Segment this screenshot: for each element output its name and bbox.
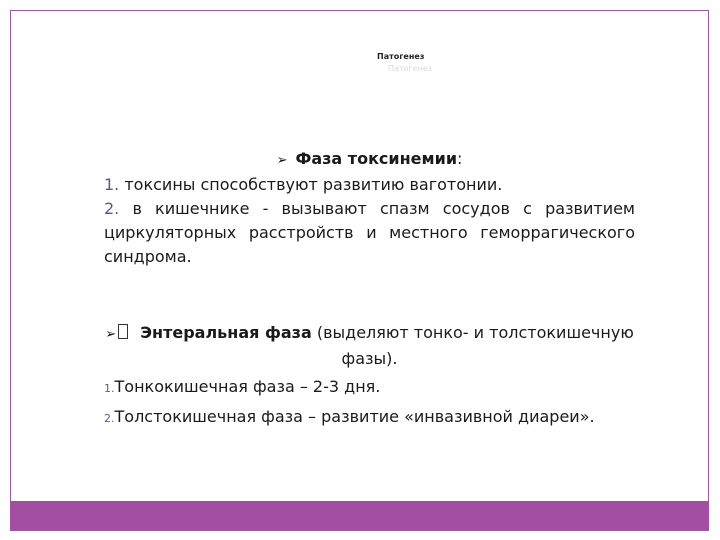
- item-number: 2.: [104, 412, 115, 425]
- slide-title: Патогенез: [377, 52, 425, 61]
- item-text: Толстокишечная фаза – развитие «инвазивной диареи».: [114, 407, 595, 426]
- item-text: Тонкокишечная фаза – 2-3 дня.: [114, 377, 381, 396]
- section-heading-suffix: :: [457, 149, 463, 168]
- spacer: [104, 269, 635, 295]
- list-item: [104, 197, 635, 269]
- arrow-bullet-icon: ➢: [105, 327, 117, 342]
- section-enteral-heading: [104, 321, 635, 371]
- item-number: 1.: [104, 382, 115, 395]
- slide-title-shadow: Патогенез: [388, 64, 433, 73]
- slide-content: [104, 147, 635, 431]
- item-text: токсины способствуют развитию ваготонии.: [119, 175, 503, 194]
- section-heading-text: Фаза токсинемии: [295, 149, 458, 168]
- section-heading-suffix: (выделяют тонко- и толстокишечную фазы).: [311, 323, 634, 368]
- item-text: в кишечнике - вызывают спазм сосудов с развитием циркуляторных расстройств и местного геморрагического синдрома.: [104, 199, 635, 266]
- spacer: [104, 295, 635, 321]
- footer-bar: [10, 501, 709, 530]
- list-item: [104, 405, 635, 431]
- box-glyph-icon: [118, 324, 128, 339]
- arrow-bullet-icon: ➢: [276, 153, 288, 168]
- list-item: [104, 375, 635, 401]
- section-toxinemia-heading: [104, 147, 635, 173]
- item-number: 1.: [104, 175, 120, 194]
- list-item: [104, 173, 635, 197]
- section-heading-text: Энтеральная фаза: [140, 323, 312, 342]
- item-number: 2.: [104, 199, 120, 218]
